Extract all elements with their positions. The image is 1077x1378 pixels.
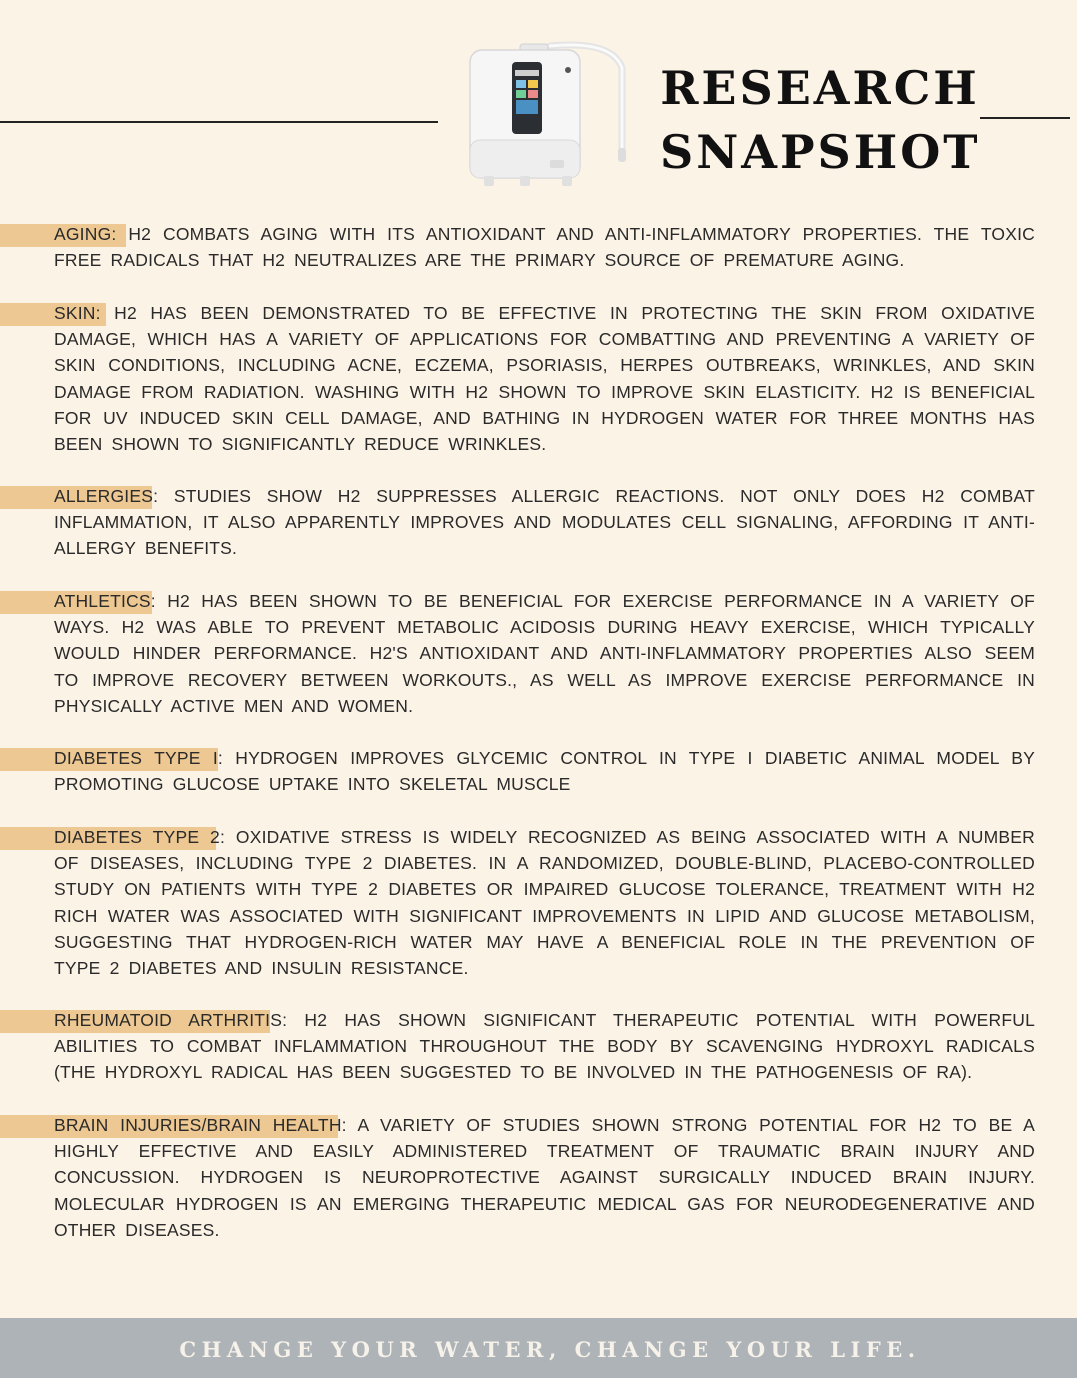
section-text: A VARIETY OF STUDIES SHOWN STRONG POTENTIAL FOR H2 TO BE A HIGHLY EFFECTIVE AND EASILY ADMINISTERED TREATMENT OF TRAUMATIC BRAIN INJURY AND CONCUSSION. HYDROGEN IS NEUROPROTECTIVE AGAINST SURGICALLY INDUCED BRAIN INJURY. MOLECULAR HYDROGEN IS AN EMERGING THERAPEUTIC MEDICAL GAS FOR NEURODEGENERATIVE AND OTHER DISEASES. [54, 1115, 1035, 1240]
section-text: H2 HAS BEEN DEMONSTRATED TO BE EFFECTIVE IN PROTECTING THE SKIN FROM OXIDATIVE DAMAGE, WHICH HAS A VARIETY OF APPLICATIONS FOR COMBATTING AND PREVENTING A VARIETY OF SKIN CONDITIONS, INCLUDING ACNE, ECZEMA, PSORIASIS, HERPES OUTBREAKS, WRINKLES, AND SKIN DAMAGE FROM RADIATION. WASHING WITH H2 SHOWN TO IMPROVE SKIN ELASTICITY. H2 IS BENEFICIAL FOR UV INDUCED SKIN CELL DAMAGE, AND BATHING IN HYDROGEN WATER FOR THREE MONTHS HAS BEEN SHOWN TO SIGNIFICANTLY REDUCE WRINKLES. [54, 303, 1035, 455]
title-line-2: SNAPSHOT [660, 125, 981, 179]
section-label: DIABETES TYPE I: [54, 748, 223, 768]
section-text: HYDROGEN IMPROVES GLYCEMIC CONTROL IN TYPE I DIABETIC ANIMAL MODEL BY PROMOTING GLUCOSE UPTAKE INTO SKELETAL MUSCLE [54, 748, 1036, 795]
section-diabetes-type-2 [0, 824, 1077, 981]
section-allergies [0, 483, 1077, 562]
section-label: DIABETES TYPE 2: [54, 827, 226, 847]
header-divider-left [0, 121, 438, 123]
section-skin [0, 300, 1077, 457]
water-ionizer-device-image [462, 38, 637, 193]
section-athletics [0, 588, 1077, 719]
section-diabetes-type-1 [0, 745, 1077, 797]
footer-tagline: CHANGE YOUR WATER, CHANGE YOUR LIFE. [179, 1337, 921, 1362]
section-label: AGING: [54, 224, 117, 244]
page-title [660, 56, 980, 184]
section-label: ATHLETICS: [54, 591, 156, 611]
section-text: STUDIES SHOW H2 SUPPRESSES ALLERGIC REACTIONS. NOT ONLY DOES H2 COMBAT INFLAMMATION, IT ALSO APPARENTLY IMPROVES AND MODULATES CELL SIGNALING, AFFORDING IT ANTI-ALLERGY BENEFITS. [54, 486, 1035, 559]
section-text: OXIDATIVE STRESS IS WIDELY RECOGNIZED AS BEING ASSOCIATED WITH A NUMBER OF DISEASES, INCLUDING TYPE 2 DIABETES. IN A RANDOMIZED, DOUBLE-BLIND, PLACEBO-CONTROLLED STUDY ON PATIENTS WITH TYPE 2 DIABETES OR IMPAIRED GLUCOSE TOLERANCE, TREATMENT WITH H2 RICH WATER WAS ASSOCIATED WITH SIGNIFICANT IMPROVEMENTS IN LIPID AND GLUCOSE METABOLISM, SUGGESTING THAT HYDROGEN-RICH WATER MAY HAVE A BENEFICIAL ROLE IN THE PREVENTION OF TYPE 2 DIABETES AND INSULIN RESISTANCE. [54, 827, 1035, 979]
section-label: SKIN: [54, 303, 101, 323]
section-text: H2 COMBATS AGING WITH ITS ANTIOXIDANT AND ANTI-INFLAMMATORY PROPERTIES. THE TOXIC FREE RADICALS THAT H2 NEUTRALIZES ARE THE PRIMARY SOURCE OF PREMATURE AGING. [54, 224, 1035, 271]
header-divider-right [980, 117, 1070, 119]
section-label: BRAIN INJURIES/BRAIN HEALTH: [54, 1115, 347, 1135]
section-text: H2 HAS SHOWN SIGNIFICANT THERAPEUTIC POTENTIAL WITH POWERFUL ABILITIES TO COMBAT INFLAMMATION THROUGHOUT THE BODY BY SCAVENGING HYDROXYL RADICALS (THE HYDROXYL RADICAL HAS BEEN SUGGESTED TO BE INVOLVED IN THE PATHOGENESIS OF RA). [54, 1010, 1035, 1083]
section-aging [0, 221, 1077, 273]
section-rheumatoid-arthritis [0, 1007, 1077, 1086]
section-label: ALLERGIES: [54, 486, 159, 506]
section-text: H2 HAS BEEN SHOWN TO BE BENEFICIAL FOR EXERCISE PERFORMANCE IN A VARIETY OF WAYS. H2 WAS ABLE TO PREVENT METABOLIC ACIDOSIS DURING HEAVY EXERCISE, WHICH TYPICALLY WOULD HINDER PERFORMANCE. H2'S ANTIOXIDANT AND ANTI-INFLAMMATORY PROPERTIES ALSO SEEM TO IMPROVE RECOVERY BETWEEN WORKOUTS., AS WELL AS IMPROVE EXERCISE PERFORMANCE IN PHYSICALLY ACTIVE MEN AND WOMEN. [54, 591, 1035, 716]
section-label: RHEUMATOID ARTHRITIS: [54, 1010, 288, 1030]
section-brain-health [0, 1112, 1077, 1243]
title-line-1: RESEARCH [660, 61, 980, 115]
